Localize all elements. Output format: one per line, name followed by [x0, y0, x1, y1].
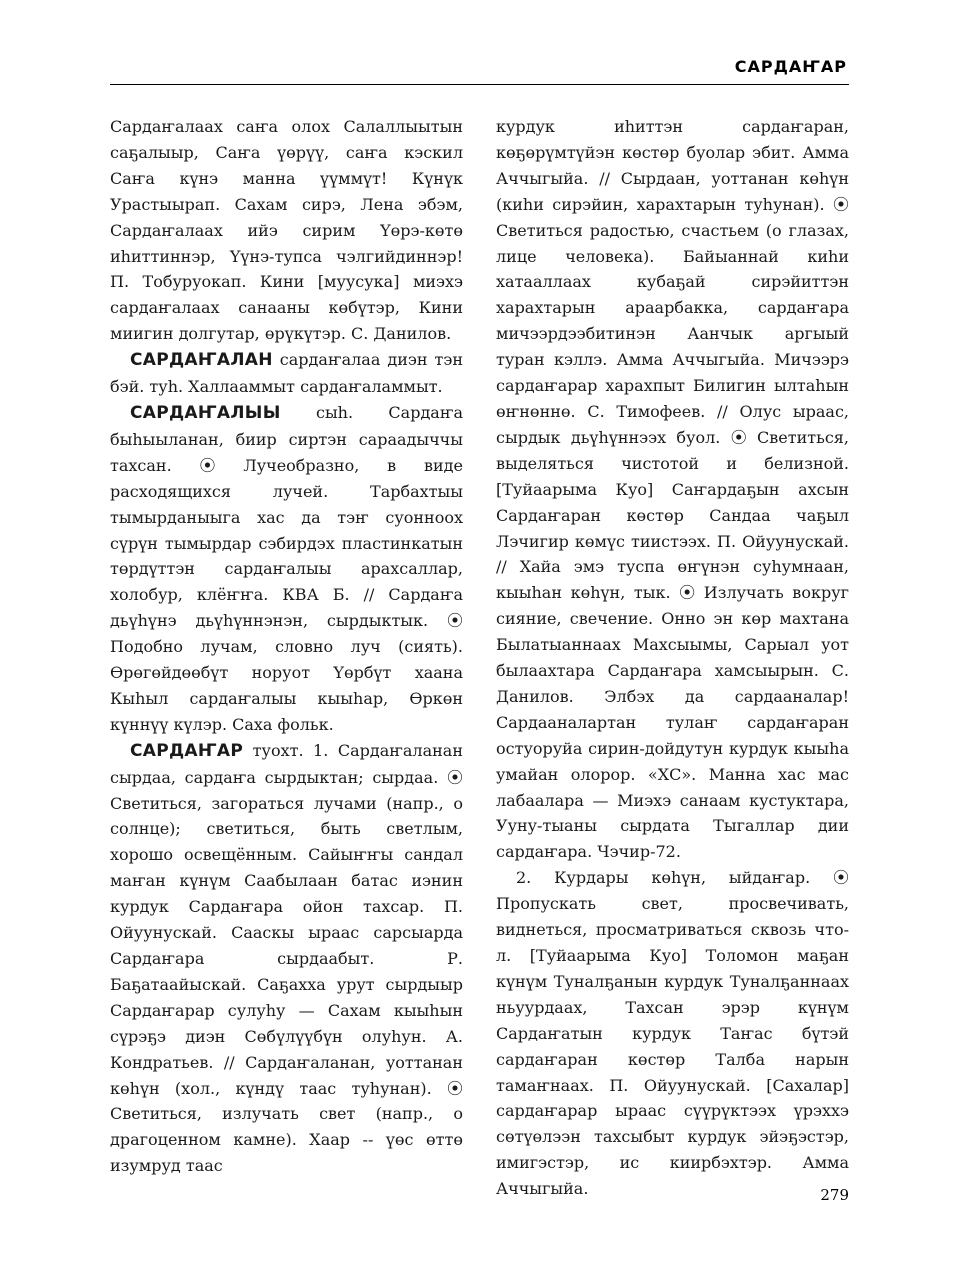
entry-body: туохт. 1. Сардаҥаланан сырдаа, сардаҥа сырдыктан; сырдаа. ⦿ Светиться, загораться лучами (напр., о солнце); светиться, быть светлым, хорошо освещённым. Сайыҥҥы сандал маҥан күнүм Саабылаан батас иэнин курдук Сардаҥара ойон тахсар. П. Ойуунускай. Сааскы ыраас сарсыарда Сардаҥара сырдаабыт. Р. Баҕатаайыскай. Саҕахха урут сырдыыр Сардаҥарар сулуһу — Сахам кыыһын сүрэҕэ диэн Сөбүлүүбүн олуһун. А. Кондратьев. // Сардаҥаланан, уоттанан көһүн (хол., күндү таас туһунан). ⦿ Светиться, излучать свет (напр., о драгоценном камне). Хаар -- үөс өттө изумруд таас [110, 740, 463, 1176]
entry-headword: САРДАҤАЛЫЫ [130, 402, 281, 423]
dictionary-entry [110, 738, 463, 1179]
dictionary-entry [110, 347, 463, 400]
entry-continuation: курдук иһиттэн сардаҥаран, көҕөрүмтүйэн көстөр буолар эбит. Амма Аччыгыйа. // Сырдаан, уоттанан көһүн (киһи сирэйин, харахтарын туһунан). ⦿ Светиться радостью, счастьем (о глазах, лице человека). Байыаннай киһи хатааллаах кубаҕай сирэйиттэн харахтарын араарбакка, сардаҥара мичээрдээбитинэн Аанчык аргыый туран кэллэ. Амма Аччыгыйа. Мичээрэ сардаҥарар харахпыт Билигин ылтаһын өҥнөннө. С. Тимофеев. // Олус ыраас, сырдык дьүһүннээх буол. ⦿ Светиться, выделяться чистотой и белизной. [Туйаарыма Куо] Саҥардаҕын ахсын Сардаҥаран көстөр Сандаа чаҕыл Лэчигир көмүс тиистээх. П. Ойуунускай. // Хайа эмэ туспа өҥүнэн суһумнаан, кыыһан көһүн, тык. ⦿ Излучать вокруг сияние, свечение. Онно эн көр махтана Былатыаннаах Махсыымы, Сарыал уот былаахтара Сардаҥара хамсыырын. С. Данилов. Элбэх да сардааналар! Сардааналартан тулаҥ сардаҥаран остуоруйа сирин-дойдутун курдук кыыһа умайан олорор. «ХС». Манна хас мас лабаалара — Миэхэ санаам кустуктара, Ууну-тыаны сырдата Тыгаллар дии сардаҥара. Чэчир-72. [496, 117, 849, 862]
entry-sense-2: 2. Курдары көһүн, ыйдаҥар. ⦿ Пропускать свет, просвечивать, виднеться, просматриваться сквозь что-л. [Туйаарыма Куо] Толомон маҕан күнүм Туналҕанын курдук Туналҕаннаах ньуурдаах, Тахсан эрэр күнүм Сардаҥатын курдук Таҥас бүтэй сардаҥаран көстөр Талба нарын тамаҥнаах. П. Ойуунускай. [Сахалар] сардаҥарар ыраас сүүрүктээх үрэххэ сөтүөлээн тахсыбыт курдук эйэҕэстэр, имигэстэр, ис киирбэхтэр. Амма Аччыгыйа. [496, 868, 849, 1199]
running-head: САРДАҤАР [734, 57, 847, 76]
header-rule [110, 84, 849, 85]
entry-headword: САРДАҤАР [130, 740, 244, 761]
page-number: 279 [820, 1186, 849, 1204]
right-column [496, 114, 849, 1202]
left-column [110, 114, 463, 1179]
entry-continuation: Сардаҥалаах саҥа олох Салаллыытын саҕалыыр, Саҥа үөрүү, саҥа кэскил Саҥа күнэ манна үүммүт! Күнүк Урастыырап. Сахам сирэ, Лена эбэм, Сардаҥалаах ийэ сирим Үөрэ-көтө иһиттиннэр, Үүнэ-тупса чэлгийдиннэр! П. Тобуруокап. Кини [муусука] миэхэ сардаҥалаах санааны көбүтэр, Кини миигин долгутар, өрүкүтэр. С. Данилов. [110, 117, 463, 344]
dictionary-entry [110, 400, 463, 738]
entry-headword: САРДАҤАЛАН [130, 350, 273, 371]
entry-body: сыһ. Сардаҥа быһыыланан, биир сиртэн сараадыччы тахсан. ⦿ Лучеобразно, в виде расходящихся лучей. Тарбахтыы тымырданыыга хас да тэҥ суонноох сүрүн тымырдар сэбирдэх пластинкатын төрдүттэн сардаҥалыы арахсаллар, холобур, клёҥҥа. КВА Б. // Сардаҥа дьүһүнэ дьүһүннэнэн, сырдыктык. ⦿ Подобно лучам, словно луч (сиять). Өрөгөйдөөбүт норуот Үөрбүт хаана Кыһыл сардаҥалыы кыыһар, Өркөн күннүү күлэр. Саха фольк. [110, 402, 463, 734]
entry-body: сардаҥалаа диэн тэн бэй. туһ. Халлааммыт сардаҥаламмыт. [110, 350, 463, 397]
